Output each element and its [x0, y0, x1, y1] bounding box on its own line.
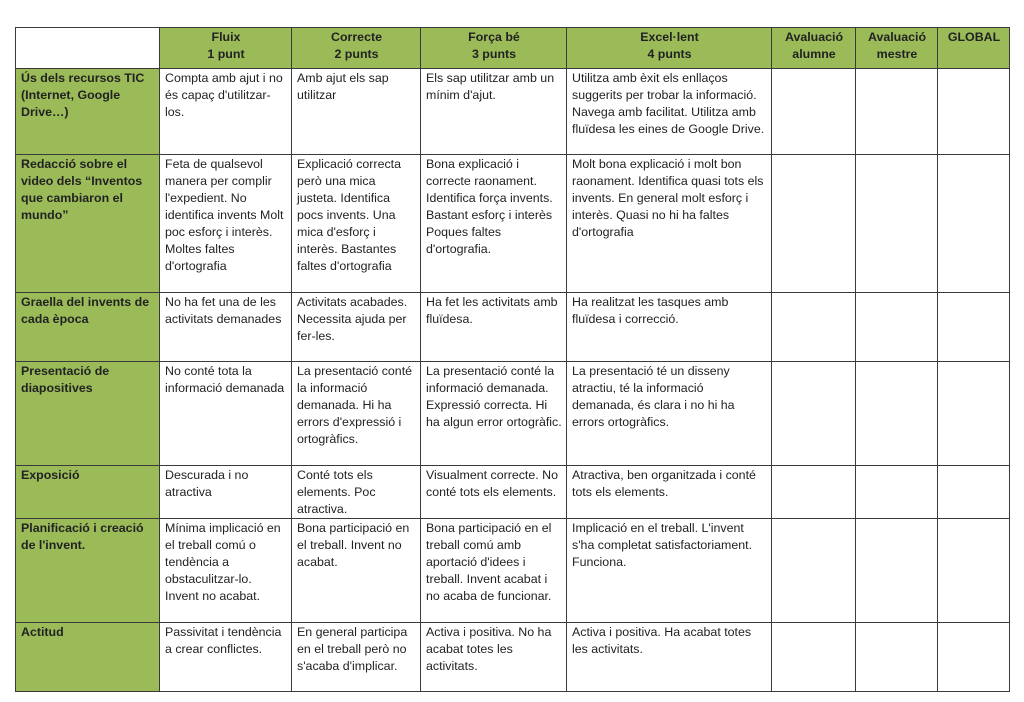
eval-student-cell[interactable] — [772, 466, 856, 519]
global-cell[interactable] — [938, 155, 1010, 293]
criterion-label: Exposició — [16, 466, 160, 519]
global-cell[interactable] — [938, 69, 1010, 155]
table-row — [16, 519, 1010, 623]
descriptor-cell: Descurada i no atractiva — [160, 466, 292, 519]
descriptor-cell: No conté tota la informació demanada — [160, 362, 292, 466]
level-header-fluix — [160, 28, 292, 69]
level-name: Excel·lent — [640, 30, 699, 44]
eval-student-cell[interactable] — [772, 69, 856, 155]
table-row — [16, 69, 1010, 155]
eval-student-cell[interactable] — [772, 623, 856, 692]
descriptor-cell: Amb ajut els sap utilitzar — [292, 69, 421, 155]
level-points: 3 punts — [471, 47, 517, 61]
criterion-label: Planificació i creació de l'invent. — [16, 519, 160, 623]
descriptor-cell: Compta amb ajut i no és capaç d'utilitzar-los. — [160, 69, 292, 155]
eval-student-cell[interactable] — [772, 362, 856, 466]
descriptor-cell: Visualment correcte. No conté tots els elements. — [421, 466, 567, 519]
descriptor-cell: Molt bona explicació i molt bon raonament. Identifica quasi tots els invents. En general molt esforç i interès. Quasi no hi ha faltes d'ortografia — [567, 155, 772, 293]
descriptor-cell: Activitats acabades. Necessita ajuda per fer-les. — [292, 293, 421, 362]
eval-teacher-cell[interactable] — [856, 69, 938, 155]
level-points: 1 punt — [207, 47, 245, 61]
descriptor-cell: Ha realitzat les tasques amb fluïdesa i correcció. — [567, 293, 772, 362]
eval-teacher-cell[interactable] — [856, 623, 938, 692]
table-row — [16, 293, 1010, 362]
level-header-excellent — [567, 28, 772, 69]
descriptor-cell: Explicació correcta però una mica justeta. Identifica pocs invents. Una mica d'esforç i interès. Bastantes faltes d'ortografia — [292, 155, 421, 293]
descriptor-cell: Ha fet les activitats amb fluïdesa. — [421, 293, 567, 362]
global-cell[interactable] — [938, 466, 1010, 519]
descriptor-cell: La presentació té un disseny atractiu, té la informació demanada, és clara i no hi ha errors ortogràfics. — [567, 362, 772, 466]
criterion-label: Ús dels recursos TIC (Internet, Google Drive…) — [16, 69, 160, 155]
level-points: 4 punts — [647, 47, 692, 61]
table-row — [16, 362, 1010, 466]
header-row — [16, 28, 1010, 69]
descriptor-cell: Atractiva, ben organitzada i conté tots els elements. — [567, 466, 772, 519]
eval-student-header: Avaluació alumne — [772, 28, 856, 69]
eval-student-cell[interactable] — [772, 519, 856, 623]
level-header-correcte — [292, 28, 421, 69]
level-name: Fluix — [211, 30, 241, 44]
header-corner — [16, 28, 160, 69]
level-header-forca-be — [421, 28, 567, 69]
criterion-label: Presentació de diapositives — [16, 362, 160, 466]
criterion-label: Actitud — [16, 623, 160, 692]
descriptor-cell: Activa i positiva. Ha acabat totes les activitats. — [567, 623, 772, 692]
table-row — [16, 623, 1010, 692]
eval-teacher-header: Avaluació mestre — [856, 28, 938, 69]
descriptor-cell: Activa i positiva. No ha acabat totes les activitats. — [421, 623, 567, 692]
global-cell[interactable] — [938, 293, 1010, 362]
level-points: 2 punts — [334, 47, 379, 61]
descriptor-cell: Utilitza amb èxit els enllaços suggerits per trobar la informació. Navega amb facilitat. Utilitza amb fluïdesa les eines de Google Drive. — [567, 69, 772, 155]
descriptor-cell: La presentació conté la informació demanada. Hi ha errors d'expressió i ortogràfics. — [292, 362, 421, 466]
descriptor-cell: En general participa en el treball però no s'acaba d'implicar. — [292, 623, 421, 692]
global-cell[interactable] — [938, 362, 1010, 466]
eval-student-cell[interactable] — [772, 293, 856, 362]
table-row — [16, 155, 1010, 293]
eval-teacher-cell[interactable] — [856, 362, 938, 466]
table-row — [16, 466, 1010, 519]
descriptor-cell: Bona explicació i correcte raonament. Identifica força invents. Bastant esforç i interès Poques faltes d'ortografia. — [421, 155, 567, 293]
descriptor-cell: Passivitat i tendència a crear conflictes. — [160, 623, 292, 692]
rubric-table — [15, 27, 1010, 692]
global-header: GLOBAL — [938, 28, 1010, 69]
eval-teacher-cell[interactable] — [856, 155, 938, 293]
descriptor-cell: Bona participació en el treball. Invent no acabat. — [292, 519, 421, 623]
eval-teacher-cell[interactable] — [856, 293, 938, 362]
eval-teacher-cell[interactable] — [856, 466, 938, 519]
eval-teacher-cell[interactable] — [856, 519, 938, 623]
level-name: Força bé — [468, 30, 520, 44]
descriptor-cell: No ha fet una de les activitats demanades — [160, 293, 292, 362]
level-name: Correcte — [331, 30, 382, 44]
descriptor-cell: Bona participació en el treball comú amb aportació d'idees i treball. Invent acabat i no acaba de funcionar. — [421, 519, 567, 623]
descriptor-cell: Implicació en el treball. L'invent s'ha completat satisfactoriament. Funciona. — [567, 519, 772, 623]
criterion-label: Graella del invents de cada època — [16, 293, 160, 362]
descriptor-cell: Feta de qualsevol manera per complir l'expedient. No identifica invents Molt poc esforç i interès. Moltes faltes d'ortografia — [160, 155, 292, 293]
descriptor-cell: La presentació conté la informació demanada. Expressió correcta. Hi ha algun error ortogràfic. — [421, 362, 567, 466]
eval-student-cell[interactable] — [772, 155, 856, 293]
global-cell[interactable] — [938, 623, 1010, 692]
global-cell[interactable] — [938, 519, 1010, 623]
descriptor-cell: Mínima implicació en el treball comú o tendència a obstaculitzar-lo. Invent no acabat. — [160, 519, 292, 623]
criterion-label: Redacció sobre el video dels “Inventos que cambiaron el mundo” — [16, 155, 160, 293]
descriptor-cell: Els sap utilitzar amb un mínim d'ajut. — [421, 69, 567, 155]
descriptor-cell: Conté tots els elements. Poc atractiva. — [292, 466, 421, 519]
